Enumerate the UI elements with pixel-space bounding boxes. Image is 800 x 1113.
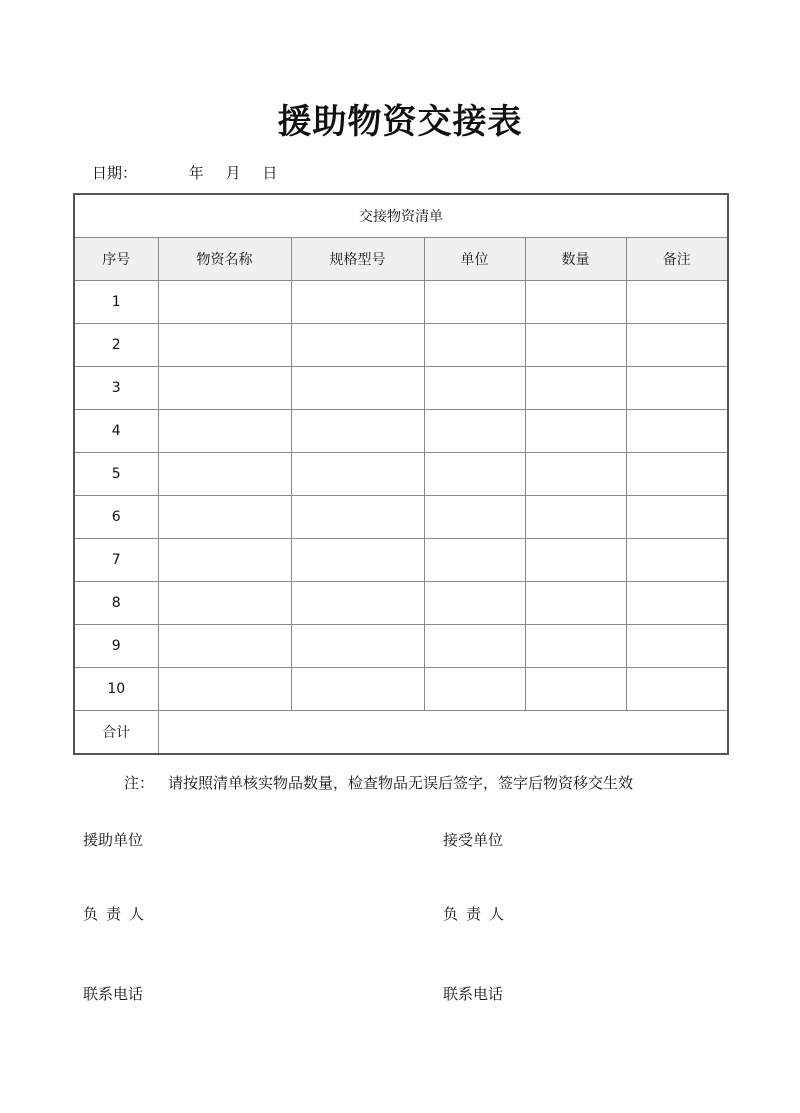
table-cell[interactable] — [291, 281, 424, 324]
date-year-label: 年 — [188, 164, 204, 182]
phone-right-label: 联系电话 — [443, 985, 504, 1003]
table-cell[interactable] — [626, 496, 728, 539]
table-cell[interactable] — [525, 324, 626, 367]
header-quantity: 数量 — [525, 238, 626, 281]
date-label: 日期： — [92, 164, 138, 182]
table-cell[interactable] — [291, 496, 424, 539]
table-cell[interactable] — [626, 668, 728, 711]
table-cell[interactable] — [291, 668, 424, 711]
table-cell[interactable] — [525, 367, 626, 410]
date-day-label: 日 — [262, 164, 278, 182]
table-row — [74, 582, 728, 625]
table-cell[interactable] — [525, 668, 626, 711]
table-cell[interactable] — [291, 367, 424, 410]
table-cell[interactable] — [626, 453, 728, 496]
note — [124, 772, 633, 793]
table-row — [74, 496, 728, 539]
table-cell[interactable] — [626, 410, 728, 453]
table-cell[interactable] — [158, 625, 291, 668]
table-cell[interactable] — [424, 625, 525, 668]
row-index: 6 — [74, 496, 158, 539]
table-row — [74, 453, 728, 496]
row-index: 9 — [74, 625, 158, 668]
row-index: 8 — [74, 582, 158, 625]
table-cell[interactable] — [158, 582, 291, 625]
table-cell[interactable] — [158, 539, 291, 582]
date-month-label: 月 — [225, 164, 241, 182]
table-cell[interactable] — [525, 496, 626, 539]
phone-left-label: 联系电话 — [83, 985, 144, 1003]
table-cell[interactable] — [291, 625, 424, 668]
row-index: 4 — [74, 410, 158, 453]
table-cell[interactable] — [291, 324, 424, 367]
table-cell[interactable] — [424, 453, 525, 496]
table-cell[interactable] — [424, 496, 525, 539]
table-cell[interactable] — [525, 582, 626, 625]
table-cell[interactable] — [626, 324, 728, 367]
table-cell[interactable] — [424, 582, 525, 625]
table-cell[interactable] — [525, 453, 626, 496]
row-index: 3 — [74, 367, 158, 410]
table-header-row — [74, 238, 728, 281]
table-cell[interactable] — [626, 582, 728, 625]
table-cell[interactable] — [626, 281, 728, 324]
date-row — [92, 162, 277, 183]
table-row — [74, 410, 728, 453]
table-cell[interactable] — [158, 668, 291, 711]
header-item-name: 物资名称 — [158, 238, 291, 281]
row-index: 2 — [74, 324, 158, 367]
row-index: 5 — [74, 453, 158, 496]
person-in-charge-left-label: 负责人 — [83, 905, 153, 923]
table-cell[interactable] — [291, 582, 424, 625]
table-cell[interactable] — [525, 625, 626, 668]
table-row — [74, 668, 728, 711]
table-cell[interactable] — [158, 453, 291, 496]
table-cell[interactable] — [525, 281, 626, 324]
table-cell[interactable] — [158, 410, 291, 453]
table-cell[interactable] — [626, 539, 728, 582]
table-caption: 交接物资清单 — [74, 194, 728, 238]
person-in-charge-right-label: 负责人 — [443, 905, 513, 923]
table-row — [74, 324, 728, 367]
row-index: 10 — [74, 668, 158, 711]
table-cell[interactable] — [158, 367, 291, 410]
total-label: 合计 — [74, 711, 158, 755]
table-cell[interactable] — [291, 410, 424, 453]
total-row — [74, 711, 728, 755]
table-cell[interactable] — [424, 410, 525, 453]
header-index: 序号 — [74, 238, 158, 281]
row-index: 1 — [74, 281, 158, 324]
table-cell[interactable] — [158, 281, 291, 324]
table-cell[interactable] — [158, 324, 291, 367]
table-cell[interactable] — [424, 281, 525, 324]
table-cell[interactable] — [424, 367, 525, 410]
table-row — [74, 625, 728, 668]
table-cell[interactable] — [626, 367, 728, 410]
handover-table — [73, 193, 729, 755]
table-row — [74, 367, 728, 410]
table-cell[interactable] — [525, 410, 626, 453]
note-label: 注： — [124, 774, 155, 792]
table-cell[interactable] — [424, 324, 525, 367]
table-cell[interactable] — [424, 539, 525, 582]
header-unit: 单位 — [424, 238, 525, 281]
table-cell[interactable] — [525, 539, 626, 582]
page-title: 援助物资交接表 — [277, 102, 523, 142]
aid-unit-label: 援助单位 — [83, 831, 144, 849]
header-spec: 规格型号 — [291, 238, 424, 281]
total-value-cell[interactable] — [158, 711, 728, 755]
table-row — [74, 281, 728, 324]
table-cell[interactable] — [424, 668, 525, 711]
table-cell[interactable] — [291, 539, 424, 582]
header-remarks: 备注 — [626, 238, 728, 281]
note-text: 请按照清单核实物品数量，检查物品无误后签字，签字后物资移交生效 — [168, 774, 634, 792]
row-index: 7 — [74, 539, 158, 582]
table-cell[interactable] — [626, 625, 728, 668]
table-cell[interactable] — [291, 453, 424, 496]
table-row — [74, 539, 728, 582]
receive-unit-label: 接受单位 — [443, 831, 504, 849]
table-cell[interactable] — [158, 496, 291, 539]
